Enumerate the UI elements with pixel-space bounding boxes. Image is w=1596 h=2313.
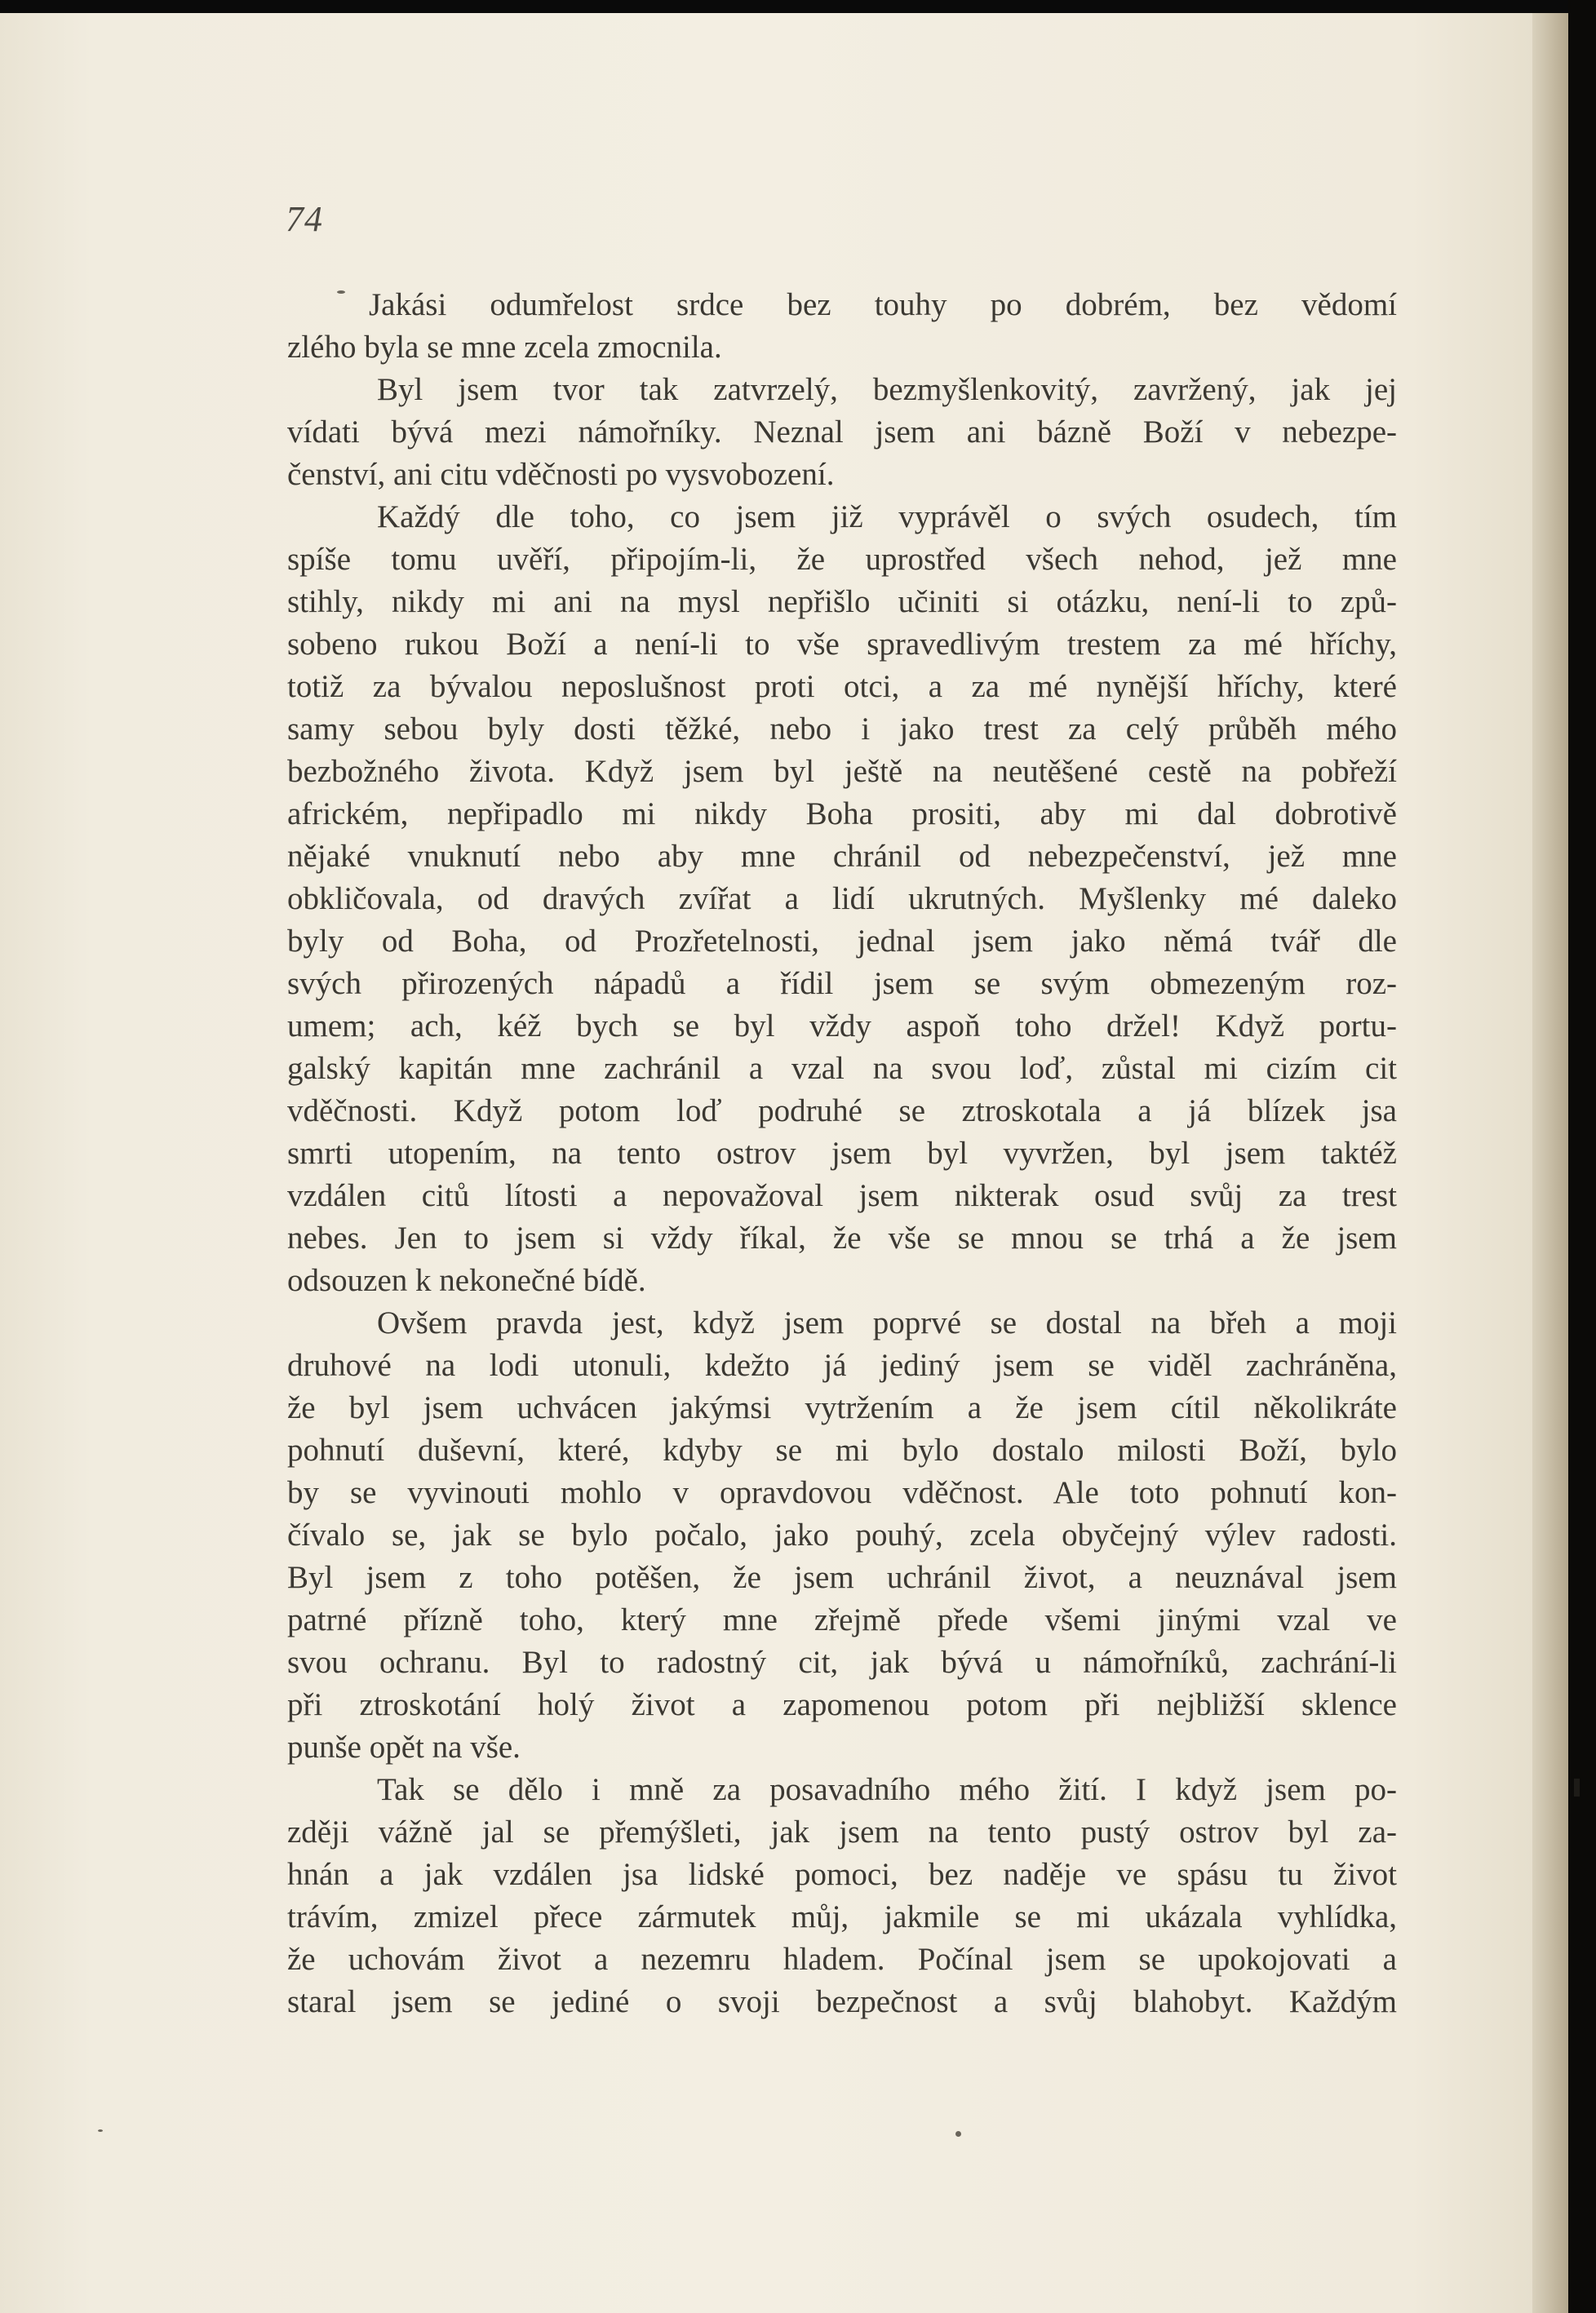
text-line: staral jsem se jediné o svoji bezpečnost a svůj blahobyt. Každým [287,1984,1397,2019]
text-line: Byl jsem z toho potěšen, že jsem uchránil život, a neuznával jsem [287,1560,1397,1595]
text-line: že uchovám život a nezemru hladem. Počínal jsem se upokojovati a [287,1942,1397,1977]
text-line: obkličovala, od dravých zvířat a lidí ukrutných. Myšlenky mé daleko [287,881,1397,916]
text-line: čenství, ani citu vděčnosti po vysvobození. [287,457,835,492]
text-line: smrti utopením, na tento ostrov jsem byl vyvržen, byl jsem taktéž [287,1136,1397,1171]
text-line: čívalo se, jak se bylo počalo, jako pouhý, zcela obyčejný výlev radosti. [287,1518,1397,1553]
scan-right-border [1568,0,1596,2313]
text-line: Každý dle toho, co jsem již vyprávěl o svých osudech, tím [377,499,1397,534]
text-line: nějaké vnuknutí nebo aby mne chránil od nebezpečenství, jež mne [287,839,1397,874]
text-line: Ovšem pravda jest, když jsem poprvé se dostal na břeh a moji [377,1305,1397,1340]
text-line: stihly, nikdy mi ani na mysl nepřišlo učiniti si otázku, není-li to způ- [287,584,1397,619]
text-line: trávím, zmizel přece zármutek můj, jakmile se mi ukázala vyhlídka, [287,1899,1397,1934]
text-line: byly od Boha, od Prozřetelnosti, jednal jsem jako němá tvář dle [287,924,1397,959]
text-line: samy sebou byly dosti těžké, nebo i jako trest za celý průběh mého [287,711,1397,747]
body-text [287,284,1397,2023]
text-line: zlého byla se mne zcela zmocnila. [287,330,722,365]
text-line: při ztroskotání holý život a zapomenou potom při nejbližší sklence [287,1687,1397,1722]
text-line: vděčnosti. Když potom loď podruhé se ztroskotala a já blízek jsa [287,1093,1397,1128]
text-line: hnán a jak vzdálen jsa lidské pomoci, bez naděje ve spásu tu život [287,1857,1397,1892]
text-line: galský kapitán mne zachránil a vzal na svou loď, zůstal mi cizím cit [287,1051,1397,1086]
text-line: africkém, nepřipadlo mi nikdy Boha prositi, aby mi dal dobrotivě [287,796,1397,831]
edge-mark [1574,1779,1580,1797]
text-line: pohnutí duševní, které, kdyby se mi bylo dostalo milosti Boží, bylo [287,1433,1397,1468]
text-line: vídati bývá mezi námořníky. Neznal jsem ani bázně Boží v nebezpe- [287,414,1397,450]
text-line: vzdálen citů lítosti a nepovažoval jsem nikterak osud svůj za trest [287,1178,1397,1213]
text-line: sobeno rukou Boží a není-li to vše spravedlivým trestem za mé hříchy, [287,627,1397,662]
text-line: svou ochranu. Byl to radostný cit, jak bývá u námořníků, zachrání-li [287,1645,1397,1680]
text-line: druhové na lodi utonuli, kdežto já jediný jsem se viděl zachráněna, [287,1348,1397,1383]
text-line: svých přirozených nápadů a řídil jsem se svým obmezeným roz- [287,966,1397,1001]
text-line: odsouzen k nekonečné bídě. [287,1263,646,1298]
text-line: Jakási odumřelost srdce bez touhy po dobrém, bez vědomí [369,287,1397,322]
text-line: Byl jsem tvor tak zatvrzelý, bezmyšlenkovitý, zavržený, jak jej [377,372,1397,407]
text-line: Tak se dělo i mně za posavadního mého žití. I když jsem po- [377,1772,1397,1807]
text-line: totiž za bývalou neposlušnost proti otci, a za mé nynější hříchy, které [287,669,1397,704]
text-line: umem; ach, kéž bych se byl vždy aspoň toho držel! Když portu- [287,1008,1397,1044]
text-line: patrné přízně toho, který mne zřejmě přede všemi jinými vzal ve [287,1602,1397,1637]
text-line: by se vyvinouti mohlo v opravdovou vděčnost. Ale toto pohnutí kon- [287,1475,1397,1510]
ink-speck [955,2131,961,2137]
text-line: nebes. Jen to jsem si vždy říkal, že vše se mnou se trhá a že jsem [287,1221,1397,1256]
page-edge-shadow [1532,13,1568,2313]
text-line: spíše tomu uvěří, připojím-li, že uprostřed všech nehod, jež mne [287,542,1397,577]
ink-speck [98,2129,103,2132]
text-line: bezbožného života. Když jsem byl ještě na neutěšené cestě na pobřeží [287,754,1397,789]
page-number: 74 [286,199,323,239]
text-line: že byl jsem uchvácen jakýmsi vytržením a že jsem cítil několikráte [287,1390,1397,1425]
text-line: punše opět na vše. [287,1730,521,1765]
text-line: zději vážně jal se přemýšleti, jak jsem na tento pustý ostrov byl za- [287,1815,1397,1850]
